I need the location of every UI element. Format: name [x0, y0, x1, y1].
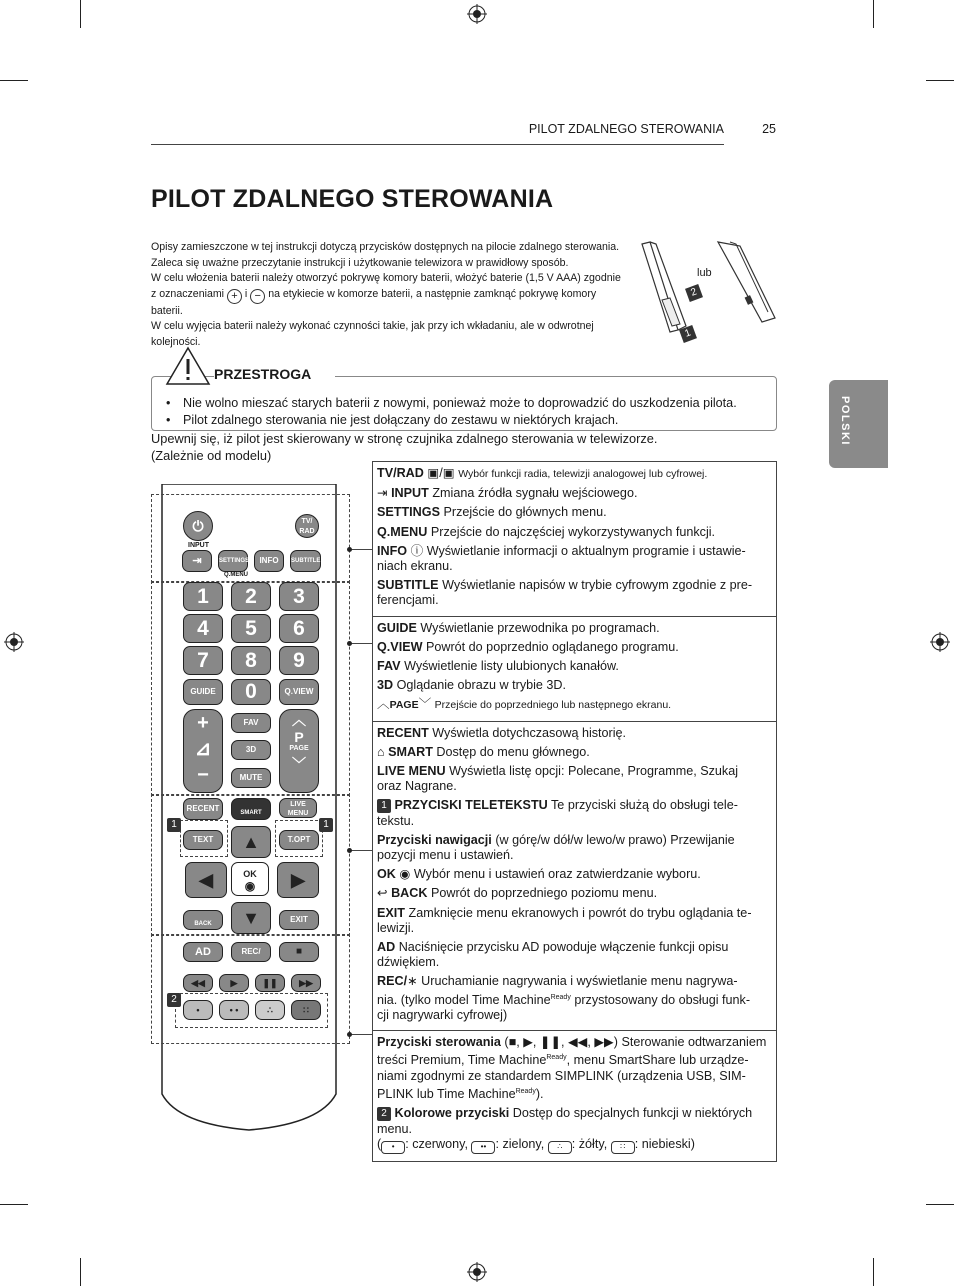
key-desc: Zamknięcie menu ekranowych i powrót do trybu oglądania te- [408, 905, 752, 920]
figure-step-badge: 1 [679, 325, 697, 343]
table-row [377, 798, 772, 828]
crop-mark [0, 80, 28, 81]
key-label: RECENT [377, 725, 429, 740]
color-desc: : zielony, [495, 1136, 545, 1151]
plus-icon: + [227, 289, 242, 304]
tv-radio-icon: ▣/▣ [427, 466, 455, 480]
power-button[interactable]: ⏻ [183, 511, 213, 541]
digit-button[interactable]: 1 [183, 582, 223, 611]
guide-button[interactable]: GUIDE [183, 679, 223, 705]
key-desc: tekstu. [377, 813, 415, 828]
key-label: GUIDE [377, 620, 417, 635]
table-row: Przyciski sterowania (■, ▶, ❚❚, ◀◀, ▶▶) Sterowanie odtwarzaniem treści Premium, Time Machine$^{Ready}$, menu SmartShare lub urządze- niami zgodnymi ze standardem SIMPLINK (urządzenia USB, SIM- PLINK lub Time Machine$^{Ready}$). [377, 1035, 767, 1102]
crop-mark [80, 1258, 81, 1286]
intro-line: Zaleca się uważne przeczytanie instrukcji i użytkowanie telewizora w prawidłowy sposób. [151, 256, 569, 269]
ok-icon: ◉ [399, 867, 411, 882]
digit-button[interactable]: 9 [279, 646, 319, 675]
digit-button[interactable]: 3 [279, 582, 319, 611]
key-desc: przystosowany do obsługi funk- [574, 992, 751, 1007]
key-label: TV/RAD [377, 466, 424, 480]
pause-button[interactable]: ❚❚ [255, 974, 285, 992]
superscript: Ready [546, 1054, 567, 1062]
intro-text [151, 240, 651, 351]
ad-button[interactable]: AD [183, 942, 223, 962]
ok-icon: ◉ [244, 879, 256, 893]
table-row [377, 906, 772, 936]
chevron-up-icon: ︿ [292, 712, 306, 728]
info-button[interactable]: INFO [254, 550, 284, 572]
table-row [377, 486, 772, 501]
back-button[interactable]: BACK [183, 910, 223, 930]
crop-mark [926, 80, 954, 81]
teletext-badge: 1 [319, 818, 333, 832]
key-desc: (w górę/w dół/w lewo/w prawo) Przewijanie [495, 832, 735, 847]
nav-up-button[interactable]: ▲ [231, 826, 271, 858]
key-label: BACK [391, 886, 428, 901]
asterisk-icon: ∗ [407, 974, 418, 989]
playback-icons: ■, ▶, ❚❚, ◀◀, ▶▶ [508, 1035, 614, 1050]
color-buttons-badge: 2 [377, 1107, 391, 1121]
digit-button[interactable]: 4 [183, 614, 223, 643]
key-label: SMART [388, 744, 433, 759]
table-row [377, 886, 772, 901]
key-desc: PLINK lub Time Machine [377, 1087, 516, 1102]
key-desc: menu. [377, 1121, 413, 1136]
key-desc: Dostęp do menu głównego. [436, 744, 590, 759]
table-row [377, 974, 772, 1023]
3d-button[interactable]: 3D [231, 740, 271, 760]
key-desc: Powrót do poprzednio oglądanego programu. [425, 639, 679, 654]
figure-or-label: lub [697, 267, 712, 279]
table-section [373, 462, 776, 617]
registration-mark-icon [467, 1262, 487, 1282]
page-rocker[interactable] [279, 709, 319, 793]
key-desc: oraz Nagrane. [377, 779, 457, 794]
teletext-badge: 1 [167, 818, 181, 832]
green-button[interactable]: • • [219, 1000, 249, 1020]
key-desc: Te przyciski służą do obsługi tele- [551, 798, 738, 813]
recent-button[interactable]: RECENT [183, 798, 223, 820]
table-row [377, 745, 772, 760]
fast-forward-button[interactable]: ▶▶ [291, 974, 321, 992]
key-desc: Wyświetlanie przewodnika po programach. [420, 620, 660, 635]
red-button-icon: • [381, 1141, 405, 1154]
crop-mark [926, 1204, 954, 1205]
key-label: INFO [377, 543, 408, 558]
color-desc: : czerwony, [405, 1136, 468, 1151]
caution-list [166, 395, 737, 428]
crop-mark [80, 0, 81, 28]
key-label: Przyciski sterowania [377, 1035, 501, 1050]
key-label: INPUT [391, 486, 429, 501]
yellow-button-icon: ∴ [548, 1141, 572, 1154]
superscript: Ready [515, 1088, 536, 1096]
caution-title: PRZESTROGA [214, 366, 335, 382]
teletext-badge: 1 [377, 799, 391, 813]
intro-text-span: na etykiecie w komorze baterii, a następnie zamknąć pokrywę komory [268, 287, 597, 300]
superscript: Ready [550, 993, 571, 1001]
input-icon: ⇥ [377, 486, 388, 501]
green-button-icon: •• [471, 1141, 495, 1154]
table-section [373, 1031, 776, 1161]
key-desc: Oglądanie obrazu w trybie 3D. [396, 678, 567, 693]
key-desc: pozycji menu i ustawień. [377, 848, 514, 863]
table-row [377, 833, 772, 863]
table-section [373, 722, 776, 1032]
table-row [377, 659, 772, 674]
blue-button-icon: ∷ [611, 1141, 635, 1154]
pointing-note-line: (Zależnie od modelu) [151, 447, 272, 463]
key-label: 3D [377, 678, 394, 693]
key-desc: treści Premium, Time Machine [377, 1053, 547, 1068]
table-row [377, 466, 772, 482]
group-frame [151, 494, 350, 583]
intro-line: W celu włożenia baterii należy otworzyć pokrywę komory baterii, włożyć baterie (1,5 V AAA) zgodnie [151, 272, 621, 285]
digit-button[interactable]: 7 [183, 646, 223, 675]
color-buttons-badge: 2 [167, 993, 181, 1007]
key-label: SETTINGS [377, 505, 440, 520]
caution-item: • Nie wolno mieszać starych baterii z nowymi, ponieważ może to doprowadzić do uszkodzenia pilota. [166, 395, 737, 412]
home-icon: ⌂ [377, 744, 385, 759]
key-desc: Wyświetlanie informacji o aktualnym programie i ustawie- [426, 543, 746, 558]
table-row [377, 940, 772, 970]
intro-line: Opisy zamieszczone w tej instrukcji dotyczą przycisków dostępnych na pilocie zdalnego sterowania. [151, 241, 620, 253]
intro-line: kolejności. [151, 335, 201, 348]
key-desc: niach ekranu. [377, 559, 453, 574]
remote-control [151, 484, 351, 1134]
table-row [377, 678, 772, 693]
topt-button[interactable]: T.OPT [279, 830, 319, 850]
key-desc: Wybór funkcji radia, telewizji analogowej lub cyfrowej. [458, 468, 708, 480]
blue-button[interactable]: ∷ [291, 1000, 321, 1020]
digit-button[interactable]: 2 [231, 582, 271, 611]
key-desc: Uruchamianie nagrywania i wyświetlanie menu nagrywa- [421, 974, 738, 989]
table-row [377, 867, 772, 882]
key-desc: Przejście do poprzedniego lub następnego ekranu. [434, 699, 672, 712]
color-desc: : żółty, [571, 1136, 608, 1151]
header-section: PILOT ZDALNEGO STEROWANIA [528, 122, 724, 136]
table-row [377, 621, 772, 636]
key-desc: ferencjami. [377, 593, 439, 608]
intro-line [151, 287, 651, 304]
intro-line: baterii. [151, 304, 183, 317]
key-label: PAGE [389, 699, 419, 712]
exit-button[interactable]: EXIT [279, 910, 319, 930]
ok-label: OK [243, 869, 257, 879]
registration-mark-icon [4, 632, 24, 652]
connector-dot [347, 547, 352, 552]
key-label: REC/ [377, 974, 408, 989]
input-button[interactable]: ⇥ [182, 550, 212, 572]
volume-rocker[interactable]: + ⊿ − [183, 709, 223, 793]
key-desc: Przejście do głównych menu. [443, 505, 607, 520]
connector-dot [347, 1032, 352, 1037]
nav-down-button[interactable]: ▼ [231, 902, 271, 934]
back-icon: ↩ [377, 886, 388, 901]
tv-rad-button[interactable]: TV/ RAD [295, 514, 319, 538]
key-desc: Naciśnięcie przycisku AD powoduje włączenie funkcji opisu [398, 940, 729, 955]
table-row [377, 764, 772, 794]
key-desc: nia. (tylko model Time Machine [377, 992, 551, 1007]
key-desc: Przejście do najczęściej wykorzystywanych funkcji. [430, 524, 716, 539]
nav-right-button[interactable]: ▶ [277, 862, 319, 898]
qmenu-label: Q.MENU [224, 572, 248, 578]
key-label: FAV [377, 659, 401, 674]
figure-step-badge: 2 [685, 284, 703, 302]
table-row [377, 578, 772, 608]
table-row [377, 505, 772, 520]
key-desc: Powrót do poprzedniego poziomu menu. [430, 886, 658, 901]
button-description-table [372, 461, 777, 1162]
intro-line: W celu wyjęcia baterii należy wykonać czynności takie, jak przy ich wkładaniu, ale w odwrotnej [151, 320, 594, 333]
language-tab-label: POLSKI [839, 396, 851, 446]
qview-button[interactable]: Q.VIEW [279, 679, 319, 705]
chevron-up-icon: ︿ [377, 697, 390, 712]
page-p-label: P [294, 729, 304, 745]
table-row [377, 697, 772, 713]
table-row [377, 544, 772, 574]
nav-left-button[interactable]: ◀ [185, 862, 227, 898]
key-label: EXIT [377, 905, 405, 920]
key-label: Kolorowe przyciski [394, 1106, 510, 1121]
key-label: Przyciski nawigacji [377, 832, 492, 847]
ok-button[interactable] [231, 862, 269, 896]
key-label: Q.VIEW [377, 639, 423, 654]
key-desc: , menu SmartShare lub urządze- [566, 1053, 749, 1068]
key-desc: lewizji. [377, 920, 415, 935]
fav-button[interactable]: FAV [231, 713, 271, 733]
crop-mark [0, 1204, 28, 1205]
registration-mark-icon [930, 632, 950, 652]
key-desc: Zmiana źródła sygnału wejściowego. [432, 486, 638, 501]
header-rule [151, 144, 724, 145]
warning-triangle-icon [165, 346, 211, 386]
subtitle-button[interactable]: SUBTITLE [290, 550, 321, 572]
key-label: AD [377, 940, 396, 955]
digit-button[interactable]: 5 [231, 614, 271, 643]
input-label: INPUT [188, 542, 209, 549]
intro-text-span: i [244, 287, 248, 300]
mute-button[interactable]: MUTE [231, 768, 271, 788]
info-icon: ⓘ [410, 543, 424, 558]
table-row [377, 525, 772, 540]
key-desc: dźwiękiem. [377, 955, 440, 970]
key-desc: Wybór menu i ustawień oraz zatwierdzanie wyboru. [413, 867, 701, 882]
yellow-button[interactable]: ∴ [255, 1000, 285, 1020]
text-button[interactable]: TEXT [183, 830, 223, 850]
connector-dot [347, 848, 352, 853]
red-button[interactable]: • [183, 1000, 213, 1020]
settings-button[interactable]: SETTINGS [218, 550, 248, 572]
pointing-note-line: Upewnij się, iż pilot jest skierowany w stronę czujnika zdalnego sterowania w telewizorze. [151, 431, 658, 446]
stop-button[interactable]: ■ [279, 942, 319, 962]
key-desc: cji nagrywarki cyfrowej) [377, 1008, 508, 1023]
table-row [377, 640, 772, 655]
key-label: OK [377, 867, 396, 882]
caution-item: • Pilot zdalnego sterowania nie jest dołączany do zestawu w niektórych krajach. [166, 412, 737, 429]
smart-button[interactable]: SMART [231, 798, 271, 820]
digit-button-zero[interactable]: 0 [231, 679, 271, 705]
rewind-button[interactable]: ◀◀ [183, 974, 213, 992]
key-desc: Dostęp do specjalnych funkcji w niektórych [512, 1106, 753, 1121]
chevron-down-icon: ﹀ [418, 697, 432, 712]
live-menu-button[interactable]: LIVE MENU [279, 798, 317, 818]
key-desc: ). [535, 1087, 544, 1102]
table-section [373, 617, 776, 722]
digit-button[interactable]: 6 [279, 614, 319, 643]
key-label: PRZYCISKI TELETEKSTU [394, 798, 548, 813]
pointing-note [151, 431, 657, 464]
key-desc: niami zgodnymi ze standardem SIMPLINK (urządzenia USB, SIM- [377, 1068, 746, 1083]
play-button[interactable]: ▶ [219, 974, 249, 992]
crop-mark [873, 1258, 874, 1286]
color-desc: : niebieski) [634, 1136, 695, 1151]
digit-button[interactable]: 8 [231, 646, 271, 675]
key-desc: Wyświetla listę opcji: Polecane, Programme, Szukaj [449, 764, 739, 779]
language-tab [829, 380, 888, 468]
minus-icon: − [250, 289, 265, 304]
key-label: LIVE MENU [377, 764, 446, 779]
rec-button[interactable]: REC/ [231, 942, 271, 962]
chevron-down-icon: ﹀ [292, 756, 306, 772]
key-label: Q.MENU [377, 524, 428, 539]
key-desc: Wyświetla dotychczasową historię. [432, 725, 627, 740]
key-desc: Wyświetlenie listy ulubionych kanałów. [404, 659, 619, 674]
key-desc: Sterowanie odtwarzaniem [621, 1035, 767, 1050]
table-row [377, 726, 772, 741]
registration-mark-icon [467, 4, 487, 24]
key-label: SUBTITLE [377, 578, 439, 593]
crop-mark [873, 0, 874, 28]
page-number: 25 [762, 122, 776, 136]
table-row: 2 Kolorowe przyciski Dostęp do specjalnych funkcji w niektórych menu. ( • : czerwony, •• : zielony, ∴ : żółty, ∷ : niebieski) [377, 1106, 772, 1153]
page-title: PILOT ZDALNEGO STEROWANIA [151, 185, 554, 213]
battery-cover-illustration [640, 240, 780, 345]
key-desc: Wyświetlanie napisów w trybie cyfrowym zgodnie z pre- [442, 578, 753, 593]
page-label: PAGE [289, 745, 309, 752]
connector-dot [347, 641, 352, 646]
intro-text-span: z oznaczeniami [151, 287, 225, 300]
